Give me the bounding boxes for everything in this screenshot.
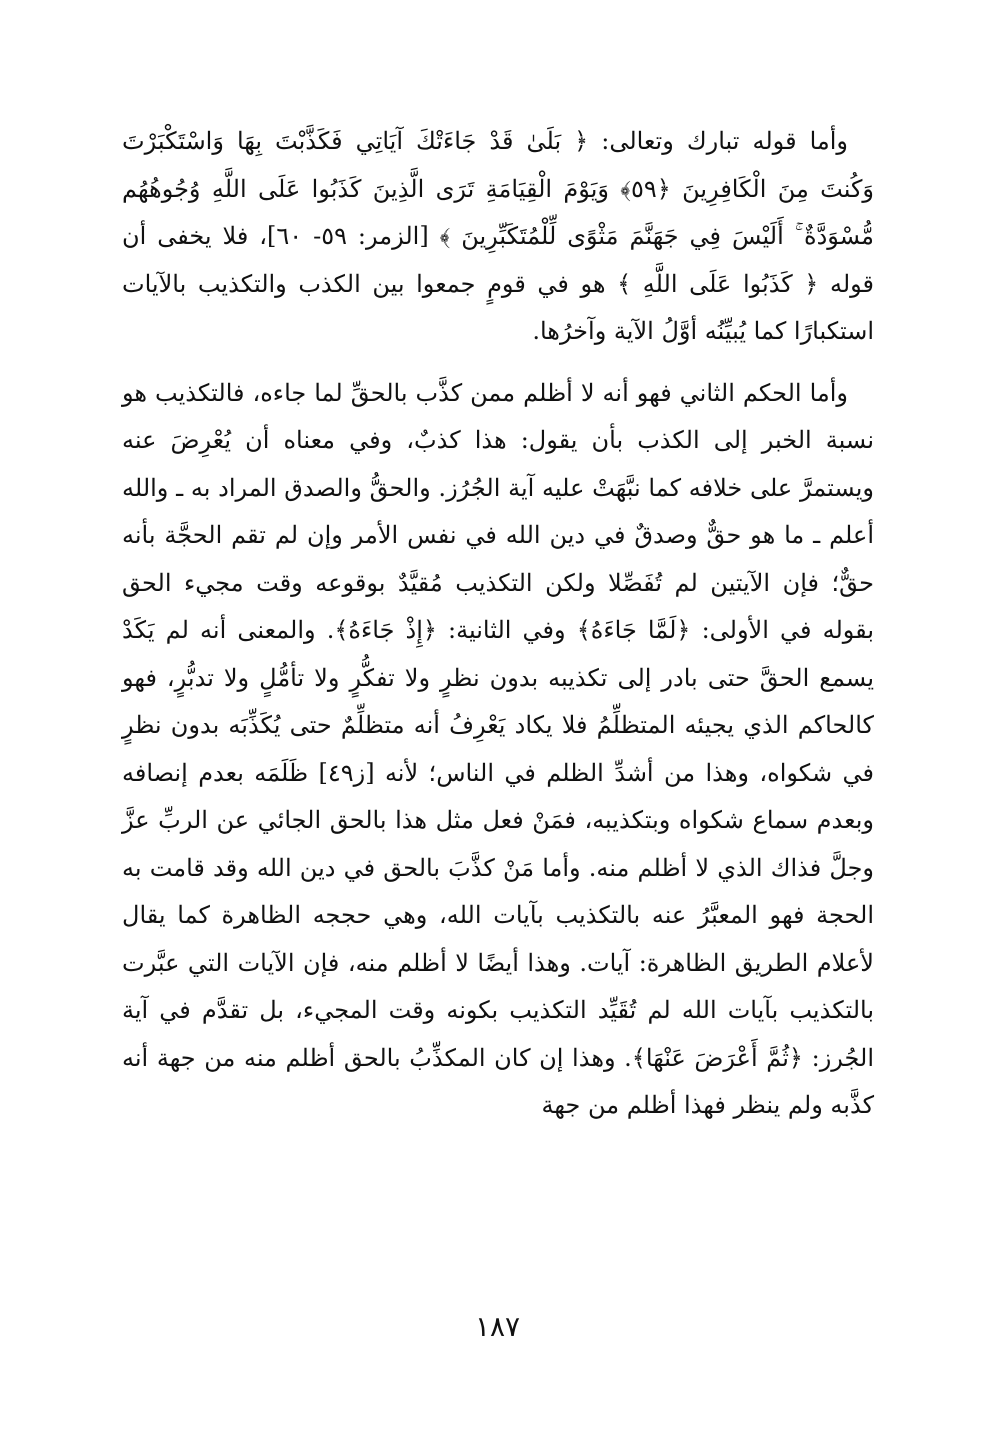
page-number: ١٨٧ — [474, 1310, 521, 1343]
body-text — [122, 118, 874, 1130]
paragraph-1: وأما قوله تبارك وتعالى: ﴿ بَلَىٰ قَدْ جَاءَتْكَ آيَاتِي فَكَذَّبْتَ بِهَا وَاسْتَكْبَرْتَ وَكُنتَ مِنَ الْكَافِرِينَ ﴿٥٩﴾ وَيَوْمَ الْقِيَامَةِ تَرَى الَّذِينَ كَذَبُوا عَلَى اللَّهِ وُجُوهُهُم مُّسْوَدَّةٌ ۚ أَلَيْسَ فِي جَهَنَّمَ مَثْوًى لِّلْمُتَكَبِّرِينَ ﴾ [الزمر: ٥٩- ٦٠]، فلا يخفى أن قوله ﴿ كَذَبُوا عَلَى اللَّهِ ﴾ هو في قومٍ جمعوا بين الكذب والتكذيب بالآيات استكبارًا كما يُبيِّنُه أوَّلُ الآية وآخرُها. — [122, 127, 875, 345]
paragraph-2: وأما الحكم الثاني فهو أنه لا أظلم ممن كذَّب بالحقِّ لما جاءه، فالتكذيب هو نسبة الخبر إلى الكذب بأن يقول: هذا كذبٌ، وفي معناه أن يُعْرِضَ عنه ويستمرَّ على خلافه كما نبَّهَتْ عليه آية الجُرُز. والحقُّ والصدق المراد به ـ والله أعلم ـ ما هو حقٌّ وصدقٌ في دين الله في نفس الأمر وإن لم تقم الحجَّة بأنه حقٌّ؛ فإن الآيتين لم تُفَصِّلا ولكن التكذيب مُقيَّدٌ بوقوعه وقت مجيء الحق بقوله في الأولى: ﴿لَمَّا جَاءَهُ﴾ وفي الثانية: ﴿إِذْ جَاءَهُ﴾. والمعنى أنه لم يَكَدْ يسمع الحقَّ حتى بادر إلى تكذيبه بدون نظرٍ ولا تفكُّرٍ ولا تأمُّلٍ ولا تدبُّرٍ، فهو كالحاكم الذي يجيئه المتظلِّمُ فلا يكاد يَعْرِفُ أنه متظلِّمٌ حتى يُكَذِّبَه بدون نظرٍ في شكواه، وهذا من أشدِّ الظلم في الناس؛ لأنه [ز٤٩] ظَلَمَه بعدم إنصافه وبعدم سماع شكواه وبتكذيبه، فمَنْ فعل مثل هذا بالحق الجائي عن الربِّ عزَّ وجلَّ فذاك الذي لا أظلم منه. وأما مَنْ كذَّبَ بالحق في دين الله وقد قامت به الحجة فهو المعبَّرُ عنه بالتكذيب بآيات الله، وهي حججه الظاهرة كما يقال لأعلام الطريق الظاهرة: آيات. وهذا أيضًا لا أظلم منه، فإن الآيات التي عبَّرت بالتكذيب بآيات الله لم تُقَيِّد التكذيب بكونه وقت المجيء، بل تقدَّم في آية الجُرز: ﴿ثُمَّ أَعْرَضَ عَنْهَا﴾. وهذا إن كان المكذِّبُ بالحق أظلم منه من جهة أنه كذَّبه ولم ينظر فهذا أظلم من جهة — [122, 378, 874, 1119]
